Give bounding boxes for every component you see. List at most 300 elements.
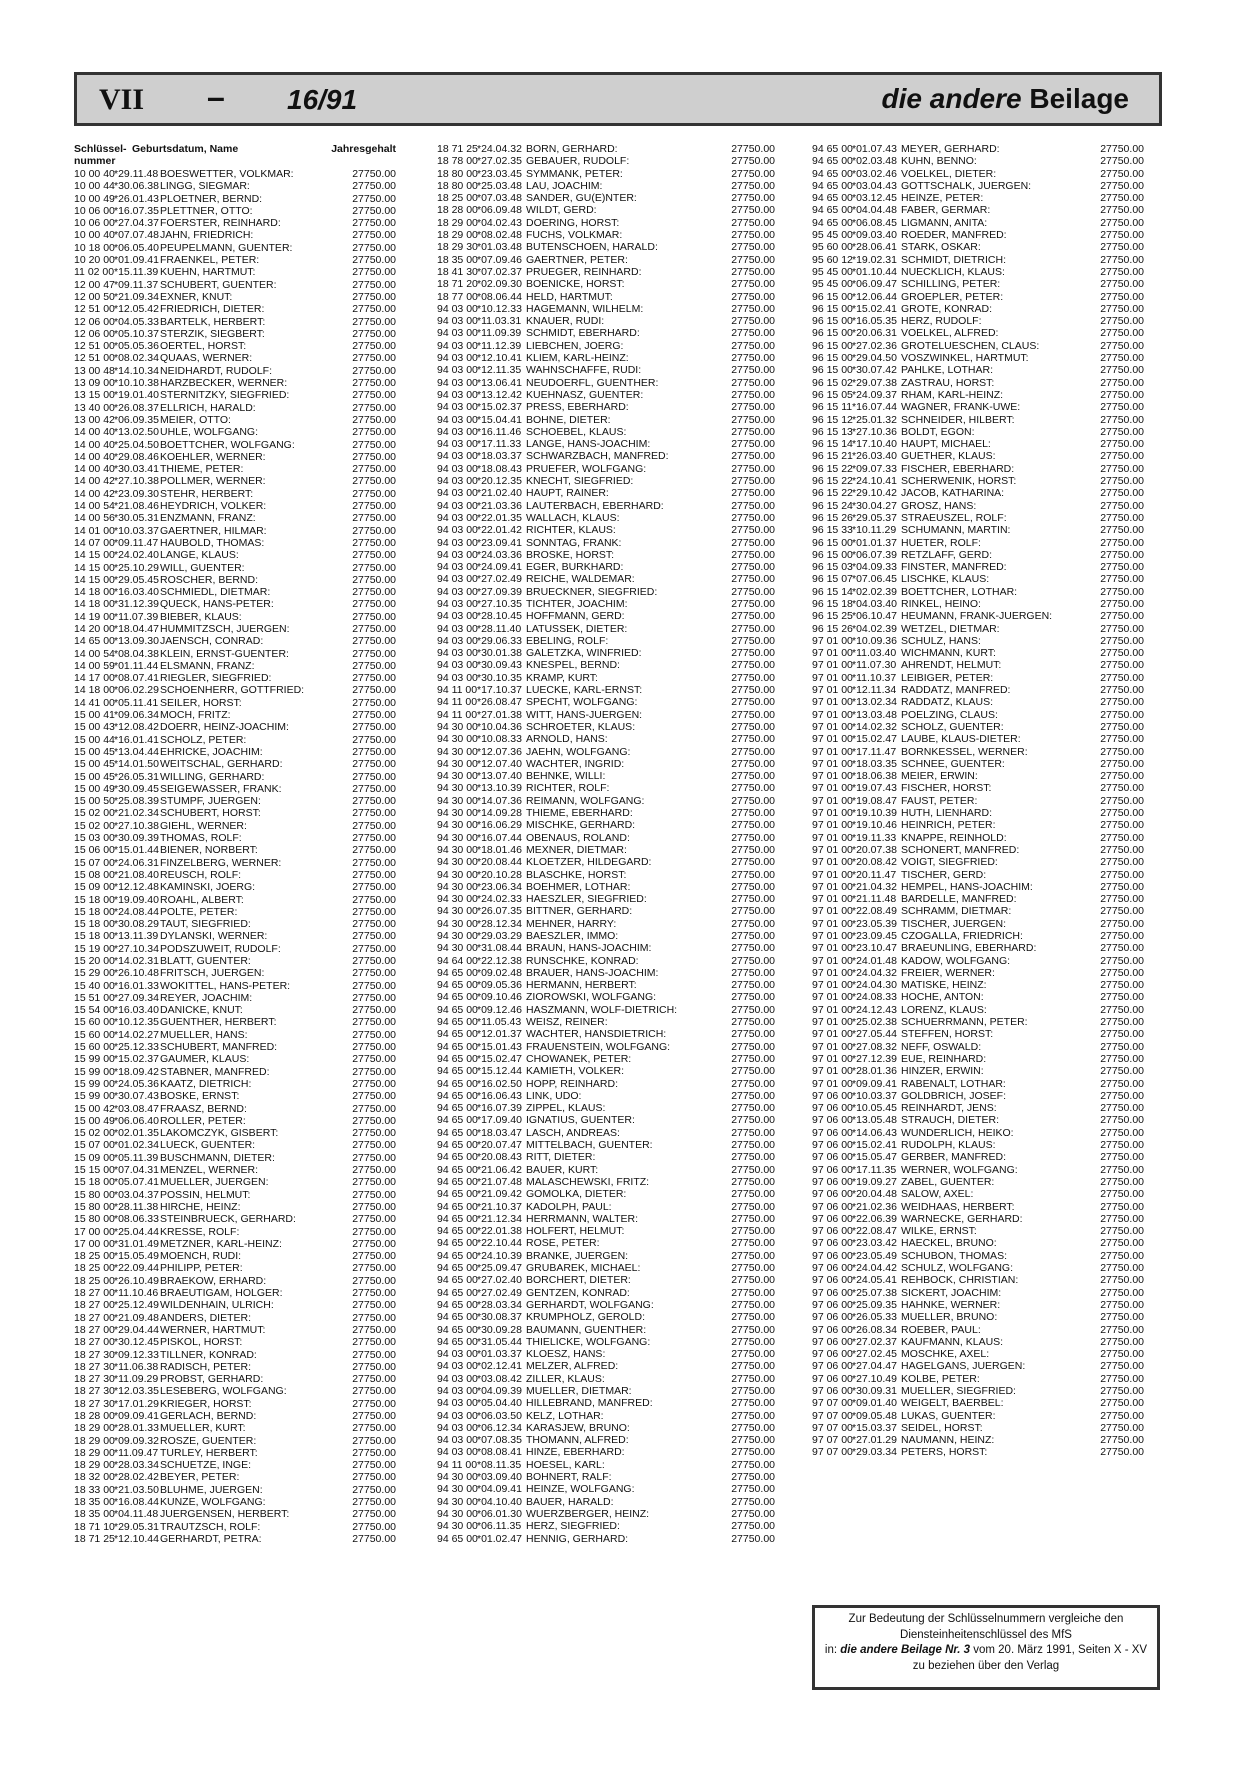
person-name: RADDATZ, KLAUS: [901, 696, 993, 709]
list-item [74, 316, 396, 328]
birth-date: *25.12.49 [114, 1299, 159, 1312]
birth-date: *30.06.38 [114, 180, 159, 193]
list-item [812, 561, 1144, 573]
person-name: FRAASZ, BERND: [160, 1102, 247, 1115]
list-item [812, 254, 1144, 266]
birth-date: *15.04.41 [477, 413, 522, 426]
list-item [437, 1410, 775, 1422]
birth-date: *10.03.37 [852, 1089, 897, 1102]
salary-value: 27750.00 [352, 1434, 396, 1447]
birth-date: *16.08.44 [114, 1496, 159, 1509]
person-name: PROBST, GERHARD: [160, 1373, 264, 1386]
key-number: 97 06 00 [812, 1175, 853, 1188]
person-name: PODSZUWEIT, RUDOLF: [160, 942, 281, 955]
list-item [74, 549, 396, 561]
list-item [437, 782, 775, 794]
birth-date: *11.10.37 [852, 671, 897, 684]
salary-value: 27750.00 [731, 1446, 775, 1459]
person-name: GERLACH, BERND: [160, 1409, 257, 1422]
salary-value: 27750.00 [352, 1360, 396, 1373]
person-name: BRANKE, JUERGEN: [526, 1249, 629, 1262]
list-item [74, 1090, 396, 1102]
key-number: 15 99 00 [74, 1053, 115, 1066]
list-item [437, 401, 775, 413]
person-name: HINZER, ERWIN: [901, 1065, 984, 1078]
person-name: DOERING, HORST: [526, 216, 620, 229]
key-number: 96 15 00 [812, 327, 853, 340]
person-name: SCHNEE, GUENTER: [901, 757, 1005, 770]
list-item [437, 991, 775, 1003]
person-name: RABENALT, LOTHAR: [901, 1077, 1006, 1090]
birth-date: *30.08.37 [477, 1311, 522, 1324]
list-item [437, 1201, 775, 1213]
key-number: 94 65 00 [437, 1274, 478, 1287]
note-publication: die andere Beilage Nr. 3 [840, 1644, 971, 1656]
key-number: 17 00 00 [74, 1225, 115, 1238]
list-item [74, 266, 396, 278]
birth-date: *11.09.39 [477, 327, 522, 340]
list-item [437, 438, 775, 450]
person-name: SPECHT, WOLFGANG: [526, 696, 638, 709]
salary-value: 27750.00 [1100, 720, 1144, 733]
list-item [74, 967, 396, 979]
birth-date: *03.09.40 [477, 1471, 522, 1484]
key-number: 94 03 00 [437, 487, 478, 500]
key-number: 97 01 00 [812, 856, 853, 869]
birth-date: *22.08.47 [852, 1225, 897, 1238]
salary-value: 27750.00 [352, 659, 396, 672]
key-number: 15 60 00 [74, 1041, 115, 1054]
person-name: RHAM, KARL-HEINZ: [901, 388, 1004, 401]
birth-date: *21.08.40 [114, 868, 159, 881]
key-number: 18 32 00 [74, 1471, 115, 1484]
person-name: GROTE, KONRAD: [901, 302, 993, 315]
person-name: RINKEL, HEINO: [901, 597, 981, 610]
salary-value: 27750.00 [731, 1298, 775, 1311]
list-item [74, 1066, 396, 1078]
birth-date: *09.01.40 [852, 1397, 897, 1410]
person-name: BOETTCHER, WOLFGANG: [160, 438, 295, 451]
list-item [74, 857, 396, 869]
person-name: ROAHL, ALBERT: [160, 893, 244, 906]
list-item [437, 967, 775, 979]
birth-date: *14.02.32 [852, 720, 897, 733]
list-item [812, 1348, 1144, 1360]
key-number: 15 18 00 [74, 893, 115, 906]
birth-date: *21.02.40 [477, 487, 522, 500]
list-item [74, 795, 396, 807]
person-name: MUELLER, KURT: [160, 1422, 246, 1435]
list-item [437, 1078, 775, 1090]
list-item [812, 635, 1144, 647]
birth-date: *13.11.39 [114, 930, 159, 943]
salary-value: 27750.00 [731, 831, 775, 844]
key-number: 14 15 00 [74, 549, 115, 562]
birth-date: *22.09.44 [114, 1262, 159, 1275]
list-item [74, 1385, 396, 1397]
person-name: KUHN, BENNO: [901, 155, 977, 168]
birth-date: *27.02.49 [477, 1286, 522, 1299]
birth-date: *06.09.35 [114, 413, 159, 426]
birth-date: *05.10.37 [114, 327, 159, 340]
publication-title-italic: die andere [881, 83, 1022, 114]
salary-value: 27750.00 [352, 1028, 396, 1041]
salary-value: 27750.00 [1100, 1323, 1144, 1336]
list-item [74, 279, 396, 291]
birth-date: *27.10.38 [114, 475, 159, 488]
salary-value: 27750.00 [731, 622, 775, 635]
key-number: 14 00 40 [74, 426, 115, 439]
list-item [812, 537, 1144, 549]
birth-date: *31.01.49 [114, 1237, 159, 1250]
birth-date: *13.05.48 [852, 1114, 897, 1127]
salary-value: 27750.00 [352, 832, 396, 845]
salary-value: 27750.00 [731, 597, 775, 610]
birth-date: *16.11.46 [477, 425, 522, 438]
salary-value: 27750.00 [352, 1409, 396, 1422]
key-number: 96 15 25 [812, 610, 853, 623]
birth-date: *04.02.43 [477, 216, 522, 229]
list-item [437, 598, 775, 610]
key-number: 18 27 30 [74, 1385, 115, 1398]
list-item [437, 463, 775, 475]
list-item [812, 1385, 1144, 1397]
list-item [812, 1176, 1144, 1188]
list-item [812, 1410, 1144, 1422]
list-item [437, 180, 775, 192]
key-number: 18 29 00 [74, 1434, 115, 1447]
person-name: RITT, DIETER: [526, 1151, 596, 1164]
salary-value: 27750.00 [731, 1335, 775, 1348]
list-item [74, 807, 396, 819]
person-name: BIEBER, KLAUS: [160, 610, 242, 623]
list-item [437, 168, 775, 180]
salary-value: 27750.00 [731, 942, 775, 955]
birth-date: *23.09.45 [852, 930, 897, 942]
salary-value: 27750.00 [352, 782, 396, 795]
person-name: SCHRAMM, DIETMAR: [901, 905, 1012, 918]
person-name: NAUMANN, HEINZ: [901, 1434, 995, 1447]
salary-value: 27750.00 [352, 180, 396, 193]
birth-date: *03.04.43 [852, 179, 897, 192]
person-name: STERZIK, SIEGBERT: [160, 327, 265, 340]
salary-value: 27750.00 [731, 1471, 775, 1484]
person-name: TISCHER, GERD: [901, 868, 987, 881]
person-name: SCHOEBEL, KLAUS: [526, 425, 627, 438]
salary-value: 27750.00 [352, 1250, 396, 1263]
birth-date: *17.11.33 [477, 438, 522, 451]
birth-date: *01.02.47 [477, 1532, 522, 1545]
key-number: 18 25 00 [74, 1274, 115, 1287]
salary-value: 27750.00 [1100, 868, 1144, 881]
key-number: 94 65 00 [437, 1016, 478, 1029]
salary-value: 27750.00 [731, 1225, 775, 1238]
salary-value: 27750.00 [731, 1262, 775, 1275]
salary-value: 27750.00 [1100, 966, 1144, 979]
person-name: MENZEL, WERNER: [160, 1164, 259, 1177]
person-name: WEITSCHAL, GERHARD: [160, 758, 283, 771]
key-number: 97 01 00 [812, 979, 853, 992]
list-item [812, 389, 1144, 401]
key-number: 18 27 00 [74, 1287, 115, 1300]
birth-date: *29.05.31 [114, 1520, 159, 1533]
list-item [812, 192, 1144, 204]
list-item [437, 893, 775, 905]
person-name: HAUPT, RAINER: [526, 487, 609, 500]
person-name: BORNKESSEL, WERNER: [901, 745, 1028, 758]
birth-date: *11.07.39 [114, 610, 159, 623]
key-number: 97 07 00 [812, 1421, 853, 1434]
person-name: WUNDERLICH, HEIKO: [901, 1126, 1014, 1139]
person-name: KAUFMANN, KLAUS: [901, 1335, 1004, 1348]
key-number: 18 77 00 [437, 290, 478, 303]
person-name: WEISZ, REINER: [526, 1016, 608, 1029]
key-number: 15 20 00 [74, 955, 115, 967]
birth-date: *18.09.42 [114, 1065, 159, 1078]
person-name: KNECHT, SIEGFRIED: [526, 475, 634, 488]
list-item [812, 930, 1144, 942]
key-number: 97 01 00 [812, 733, 853, 746]
birth-date: *19.02.31 [852, 253, 897, 266]
list-item [812, 487, 1144, 499]
salary-value: 27750.00 [731, 561, 775, 574]
key-number: 97 06 00 [812, 1200, 853, 1213]
birth-date: *24.08.33 [852, 991, 897, 1004]
list-item [437, 1385, 775, 1397]
key-number: 94 03 00 [437, 413, 478, 426]
person-name: OBENAUS, ROLAND: [526, 831, 630, 844]
key-number: 18 27 30 [74, 1348, 115, 1361]
salary-value: 27750.00 [1100, 1077, 1144, 1090]
list-item [812, 1262, 1144, 1274]
key-number: 97 01 00 [812, 868, 853, 881]
list-item [74, 1127, 396, 1139]
salary-value: 27750.00 [1100, 856, 1144, 869]
birth-date: *16.01.41 [114, 733, 159, 746]
person-name: NEUDOERFL, GUENTHER: [526, 376, 659, 389]
salary-value: 27750.00 [352, 635, 396, 648]
key-number: 97 01 00 [812, 880, 853, 893]
salary-value: 27750.00 [731, 1065, 775, 1078]
birth-date: *08.11.35 [477, 1458, 522, 1471]
key-number: 96 15 18 [812, 597, 853, 610]
key-number: 94 03 00 [437, 339, 478, 352]
birth-date: *18.03.37 [477, 450, 522, 463]
list-item [437, 1176, 775, 1188]
birth-date: *29.06.33 [477, 634, 522, 647]
person-name: GERHARDT, WOLFGANG: [526, 1298, 654, 1311]
person-name: KUEHNASZ, GUENTER: [526, 388, 644, 401]
person-name: HUMMITZSCH, JUERGEN: [160, 622, 290, 635]
person-name: PRESS, EBERHARD: [526, 401, 629, 414]
salary-value: 27750.00 [1100, 364, 1144, 377]
salary-value: 27750.00 [1100, 671, 1144, 684]
person-name: KADOW, WOLFGANG: [901, 954, 1011, 967]
key-number: 97 01 00 [812, 1016, 853, 1029]
salary-value: 27750.00 [731, 634, 775, 647]
person-name: HEUMANN, FRANK-JUERGEN: [901, 610, 1053, 623]
person-name: BAUMANN, GUENTHER: [526, 1323, 647, 1336]
birth-date: *30.09.39 [114, 832, 159, 845]
salary-value: 27750.00 [731, 315, 775, 328]
salary-value: 27750.00 [731, 1003, 775, 1016]
key-number: 12 06 00 [74, 315, 115, 328]
list-item [437, 684, 775, 696]
list-item [812, 524, 1144, 536]
person-name: QUECK, HANS-PETER: [160, 598, 274, 611]
list-item [74, 1213, 396, 1225]
list-item [437, 1028, 775, 1040]
birth-date: *16.06.43 [477, 1089, 522, 1102]
key-number: 10 18 00 [74, 241, 115, 254]
key-number: 96 15 03 [812, 561, 853, 574]
salary-value: 27750.00 [731, 1077, 775, 1090]
list-item [437, 549, 775, 561]
salary-value: 27750.00 [731, 1052, 775, 1065]
list-item [812, 291, 1144, 303]
key-number: 94 03 00 [437, 475, 478, 488]
key-number: 94 03 00 [437, 1360, 478, 1373]
birth-date: *26.05.33 [852, 1311, 897, 1324]
list-item [437, 192, 775, 204]
salary-value: 27750.00 [352, 512, 396, 525]
list-item [812, 1004, 1144, 1016]
birth-date: *02.09.30 [477, 278, 522, 291]
person-name: ARNOLD, HANS: [526, 733, 608, 746]
birth-date: *15.02.37 [477, 401, 522, 414]
person-name: HAGEMANN, WILHELM: [526, 302, 644, 315]
birth-date: *12.11.35 [477, 364, 522, 377]
list-item [812, 463, 1144, 475]
list-item [437, 450, 775, 462]
birth-date: *07.06.45 [852, 573, 897, 586]
birth-date: *25.01.32 [852, 413, 897, 426]
person-name: WERNER, HARTMUT: [160, 1323, 266, 1336]
list-body-1 [74, 168, 396, 1545]
key-number: 15 29 00 [74, 967, 115, 980]
list-item [812, 364, 1144, 376]
person-name: KUNZE, WOLFGANG: [160, 1496, 266, 1509]
key-number: 94 65 00 [437, 1298, 478, 1311]
key-number: 94 65 00 [812, 204, 853, 217]
salary-value: 27750.00 [352, 1287, 396, 1300]
list-item [437, 1348, 775, 1360]
list-column-2 [437, 143, 775, 1545]
key-number: 18 29 00 [437, 216, 478, 229]
birth-date: *24.04.32 [477, 143, 522, 155]
salary-value: 27750.00 [352, 1373, 396, 1386]
list-item [74, 377, 396, 389]
birth-date: *27.10.35 [477, 597, 522, 610]
birth-date: *05.11.41 [114, 696, 159, 709]
birth-date: *20.07.47 [477, 1139, 522, 1152]
birth-date: *25.10.29 [114, 561, 159, 574]
key-number: 94 30 00 [437, 930, 478, 942]
key-number: 97 01 00 [812, 905, 853, 918]
person-name: FINSTER, MANFRED: [901, 561, 1007, 574]
salary-value: 27750.00 [352, 598, 396, 611]
list-item [812, 955, 1144, 967]
list-item [74, 1471, 396, 1483]
birth-date: *27.09.34 [114, 991, 159, 1004]
list-item [74, 1459, 396, 1471]
person-name: FREIER, WERNER: [901, 966, 995, 979]
birth-date: *28.02.42 [114, 1471, 159, 1484]
key-number: 94 65 00 [437, 1225, 478, 1238]
person-name: SCHUETZE, INGE: [160, 1459, 252, 1472]
person-name: KOEHLER, WERNER: [160, 450, 266, 463]
birth-date: *28.12.34 [477, 917, 522, 930]
list-item [74, 635, 396, 647]
key-number: 96 15 11 [812, 401, 853, 414]
birth-date: *12.07.36 [477, 745, 522, 758]
list-item [437, 475, 775, 487]
key-number: 97 06 00 [812, 1298, 853, 1311]
salary-value: 27750.00 [1100, 302, 1144, 315]
salary-value: 27750.00 [352, 1213, 396, 1226]
person-name: MITTELBACH, GUENTER: [526, 1139, 653, 1152]
person-name: LORENZ, KLAUS: [901, 1003, 987, 1016]
salary-value: 27750.00 [1100, 819, 1144, 832]
birth-date: *25.09.35 [852, 1298, 897, 1311]
salary-value: 27750.00 [731, 1495, 775, 1508]
key-number: 94 65 00 [437, 1003, 478, 1016]
list-item [437, 610, 775, 622]
person-name: GOLDBRICH, JOSEF: [901, 1089, 1007, 1102]
person-name: AHRENDT, HELMUT: [901, 659, 1002, 672]
list-item [74, 1152, 396, 1164]
salary-value: 27750.00 [1100, 782, 1144, 795]
birth-date: *12.07.40 [477, 757, 522, 770]
birth-date: *21.02.36 [852, 1200, 897, 1213]
key-number: 94 30 00 [437, 868, 478, 881]
key-number: 97 01 00 [812, 1077, 853, 1090]
person-name: SCHUERRMANN, PETER: [901, 1016, 1028, 1029]
birth-date: *13.09.30 [114, 635, 159, 648]
list-item [437, 500, 775, 512]
birth-date: *14.09.28 [477, 807, 522, 820]
birth-date: *04.04.48 [852, 204, 897, 217]
key-number: 94 65 00 [437, 1102, 478, 1115]
person-name: QUAAS, WERNER: [160, 352, 253, 365]
person-name: STRAUCH, DIETER: [901, 1114, 1000, 1127]
key-number: 94 30 00 [437, 1507, 478, 1520]
list-item [437, 377, 775, 389]
list-item [812, 610, 1144, 622]
person-name: WITT, HANS-JUERGEN: [526, 708, 643, 721]
person-name: HEYDRICH, VOLKER: [160, 500, 267, 513]
birth-date: *12.06.44 [852, 290, 897, 303]
list-item [437, 807, 775, 819]
list-item [812, 1434, 1144, 1446]
key-number: 94 65 00 [437, 1126, 478, 1139]
person-name: HAUBOLD, THOMAS: [160, 536, 265, 549]
list-item [812, 303, 1144, 315]
list-item [812, 1397, 1144, 1409]
list-item [812, 377, 1144, 389]
person-name: VOSZWINKEL, HARTMUT: [901, 352, 1029, 365]
list-item [74, 1275, 396, 1287]
salary-value: 27750.00 [352, 647, 396, 660]
salary-value: 27750.00 [1100, 1200, 1144, 1213]
birth-date: *23.10.47 [852, 942, 897, 955]
key-number: 18 80 00 [437, 179, 478, 192]
person-name: FABER, GERMAR: [901, 204, 991, 217]
salary-value: 27750.00 [352, 1090, 396, 1103]
salary-value: 27750.00 [1100, 622, 1144, 635]
list-item [437, 1520, 775, 1532]
birth-date: *29.04.44 [114, 1323, 159, 1336]
